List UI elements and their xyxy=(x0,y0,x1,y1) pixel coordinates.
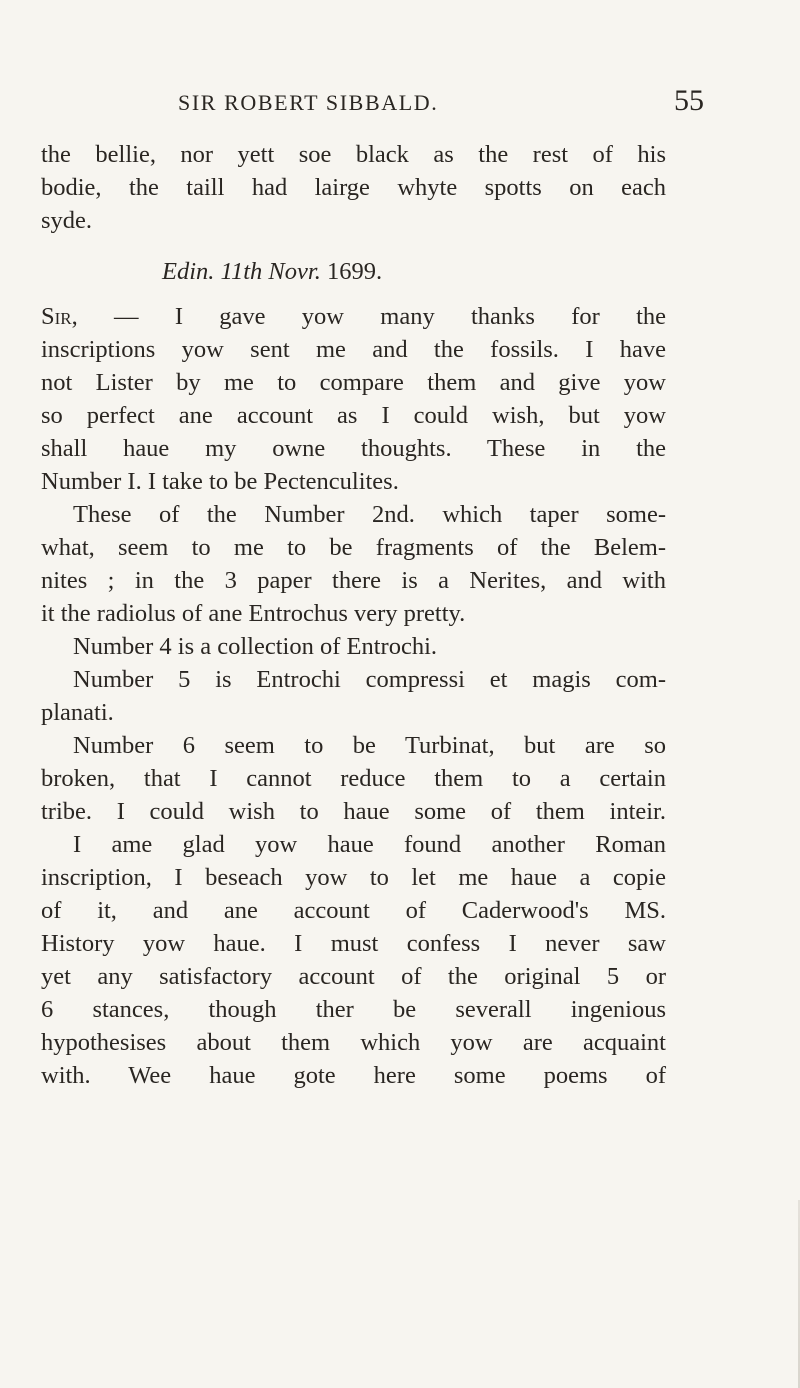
text-line-18: broken, that I cannot reduce them to a certain xyxy=(41,765,666,792)
text-line-14: Number 4 is a collection of Entrochi. xyxy=(73,633,437,660)
text-line-4-rest: I gave yow many thanks for the xyxy=(174,303,666,330)
date-year: 1699. xyxy=(326,258,383,285)
text-line-12: nites ; in the 3 paper there is a Nerites, and with xyxy=(41,567,666,594)
text-line-1: the bellie, nor yett soe black as the rest of his xyxy=(41,141,666,168)
text-line-17: Number 6 seem to be Turbinat, but are so xyxy=(73,732,666,759)
salutation: Sir, xyxy=(41,303,78,330)
running-title: SIR ROBERT SIBBALD. xyxy=(178,90,439,115)
text-line-4 xyxy=(41,300,666,333)
text-line-23: History yow haue. I must confess I never saw xyxy=(41,930,666,957)
text-line-7: so perfect ane account as I could wish, but yow xyxy=(41,402,666,429)
text-line-19: tribe. I could wish to haue some of them inteir. xyxy=(41,798,666,825)
letter-text xyxy=(41,138,666,1092)
text-line-10: These of the Number 2nd. which taper some- xyxy=(73,501,666,528)
text-line-25: 6 stances, though ther be severall ingenious xyxy=(41,996,666,1023)
text-line-20: I ame glad yow haue found another Roman xyxy=(73,831,666,858)
text-line-15: Number 5 is Entrochi compressi et magis com- xyxy=(73,666,666,693)
text-line-11: what, seem to me to be fragments of the Belem- xyxy=(41,534,666,561)
salutation-dash: — xyxy=(77,303,175,330)
text-line-16: planati. xyxy=(41,699,114,726)
text-line-13: it the radiolus of ane Entrochus very pretty. xyxy=(41,600,466,627)
dateline xyxy=(41,255,666,288)
text-line-8: shall haue my owne thoughts. These in the xyxy=(41,435,666,462)
date-day: 11th xyxy=(220,258,263,285)
text-line-21: inscription, I beseach yow to let me haue a copie xyxy=(41,864,666,891)
date-month: Novr. xyxy=(268,258,321,285)
text-line-6: not Lister by me to compare them and give yow xyxy=(41,369,666,396)
text-line-22: of it, and ane account of Caderwood's MS. xyxy=(41,897,666,924)
text-line-27: with. Wee haue gote here some poems of xyxy=(41,1062,666,1089)
text-line-2: bodie, the taill had lairge whyte spotts on each xyxy=(41,174,666,201)
text-line-9: Number I. I take to be Pectenculites. xyxy=(41,468,399,495)
text-line-5: inscriptions yow sent me and the fossils. I have xyxy=(41,336,666,363)
date-place: Edin. xyxy=(162,258,215,285)
page-number: 55 xyxy=(674,84,704,117)
text-line-26: hypothesises about them which yow are acquaint xyxy=(41,1029,666,1056)
text-line-3: syde. xyxy=(41,207,93,234)
running-head xyxy=(40,84,704,124)
text-line-24: yet any satisfactory account of the original 5 or xyxy=(41,963,666,990)
